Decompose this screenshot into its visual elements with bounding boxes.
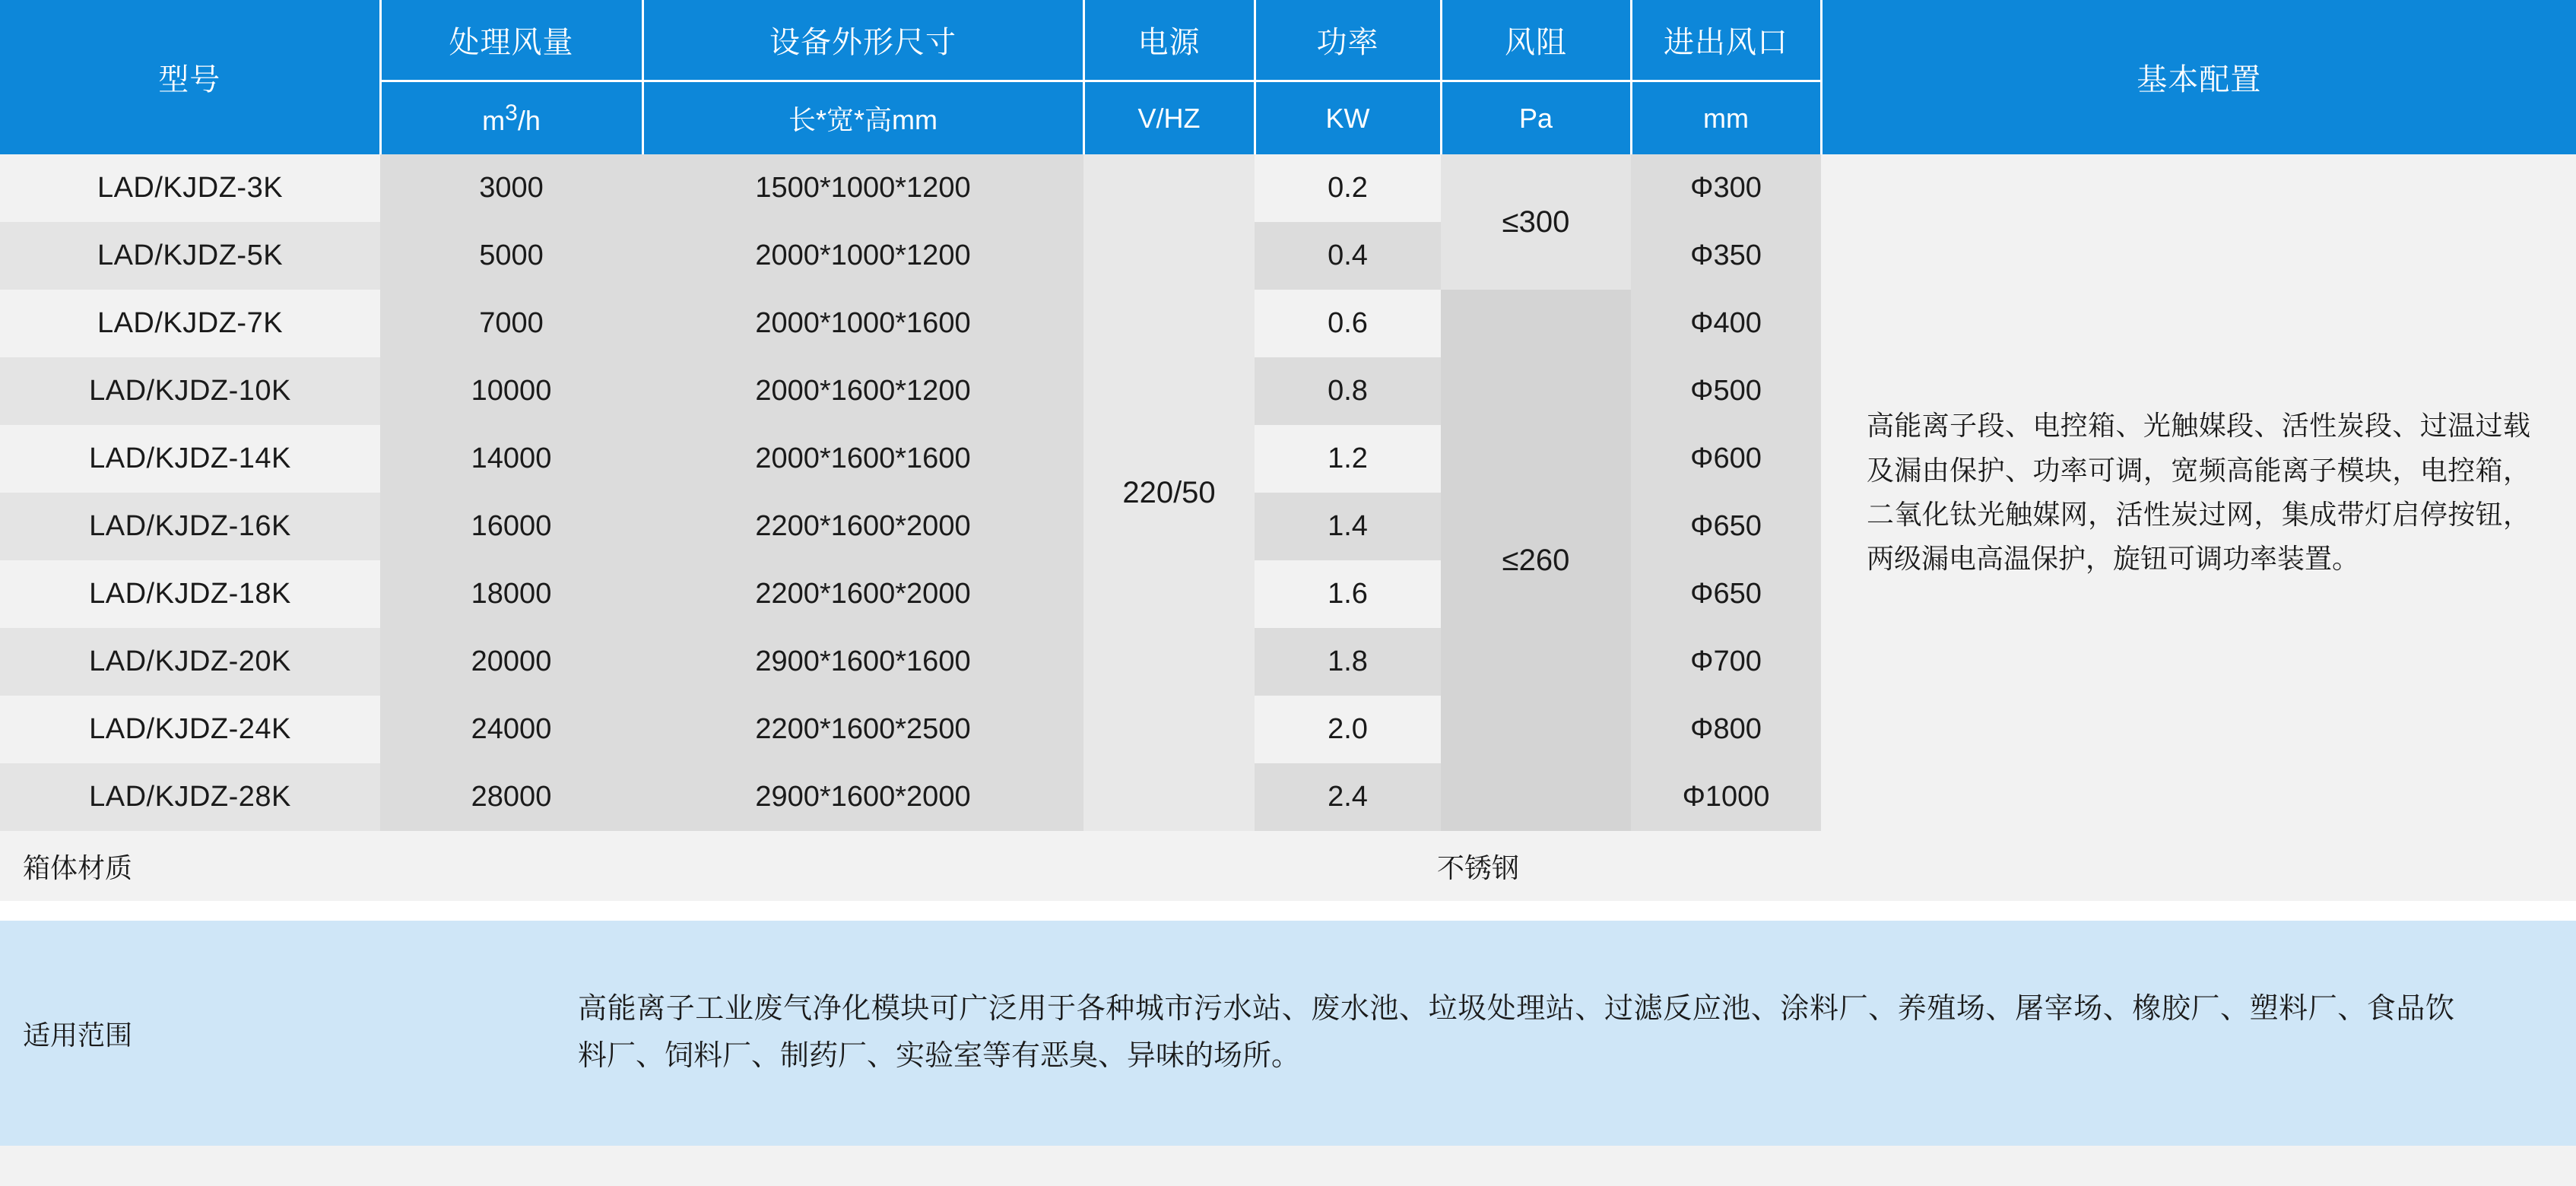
cell-ports: Φ800 [1631,696,1821,763]
cell-model: LAD/KJDZ-16K [0,493,380,560]
cell-power: 0.8 [1255,357,1441,425]
scope-label: 适用范围 [23,1019,133,1051]
cell-model: LAD/KJDZ-28K [0,763,380,831]
header-ports: 进出风口 [1631,0,1821,81]
cell-power: 0.4 [1255,222,1441,290]
cell-power: 1.2 [1255,425,1441,493]
cell-power: 1.6 [1255,560,1441,628]
cell-dimensions: 2900*1600*1600 [642,628,1083,696]
cell-model: LAD/KJDZ-18K [0,560,380,628]
cell-power: 0.2 [1255,154,1441,222]
cell-airflow: 16000 [380,493,642,560]
cell-model: LAD/KJDZ-14K [0,425,380,493]
header-resistance: 风阻 [1441,0,1631,81]
material-row [0,831,2576,901]
header-row-primary [0,0,2576,81]
cell-power: 1.4 [1255,493,1441,560]
cell-power: 0.6 [1255,290,1441,357]
cell-model: LAD/KJDZ-7K [0,290,380,357]
cell-power: 2.4 [1255,763,1441,831]
cell-resistance-merged-1: ≤300 [1441,154,1631,290]
unit-airflow-text: m [482,104,506,136]
cell-ports: Φ650 [1631,560,1821,628]
cell-airflow: 7000 [380,290,642,357]
unit-dimensions: 长*宽*高mm [642,81,1083,155]
unit-airflow [380,81,642,155]
cell-dimensions: 2000*1600*1600 [642,425,1083,493]
cell-ports: Φ1000 [1631,763,1821,831]
cell-model: LAD/KJDZ-10K [0,357,380,425]
cell-dimensions: 2000*1000*1200 [642,222,1083,290]
unit-airflow-suffix: /h [517,104,541,136]
cell-power-supply-merged: 220/50 [1083,154,1255,831]
unit-power: KW [1255,81,1441,155]
scope-text: 高能离子工业废气净化模块可广泛用于各种城市污水站、废水池、垃圾处理站、过滤反应池、涂料厂、养殖场、屠宰场、橡胶厂、塑料厂、食品饮料厂、饲料厂、制药厂、实验室等有恶臭、异味的场所。 [578,993,2454,1072]
cell-ports: Φ350 [1631,222,1821,290]
cell-airflow: 28000 [380,763,642,831]
table-header [0,0,2576,154]
cell-airflow: 14000 [380,425,642,493]
cell-configuration [1821,154,2576,831]
cell-airflow: 5000 [380,222,642,290]
header-airflow: 处理风量 [380,0,642,81]
cell-airflow: 24000 [380,696,642,763]
unit-resistance: Pa [1441,81,1631,155]
cell-model: LAD/KJDZ-3K [0,154,380,222]
cell-model: LAD/KJDZ-20K [0,628,380,696]
cell-dimensions: 2000*1600*1200 [642,357,1083,425]
material-label: 箱体材质 [0,831,380,901]
header-configuration: 基本配置 [1821,0,2576,154]
cell-airflow: 20000 [380,628,642,696]
cell-resistance-merged-2: ≤260 [1441,290,1631,831]
header-dimensions: 设备外形尺寸 [642,0,1083,81]
cell-ports: Φ600 [1631,425,1821,493]
cell-dimensions: 1500*1000*1200 [642,154,1083,222]
cell-airflow: 18000 [380,560,642,628]
cell-ports: Φ700 [1631,628,1821,696]
header-power: 功率 [1255,0,1441,81]
unit-power-supply: V/HZ [1083,81,1255,155]
cell-ports: Φ650 [1631,493,1821,560]
cell-dimensions: 2900*1600*2000 [642,763,1083,831]
header-power-supply: 电源 [1083,0,1255,81]
scope-section [0,901,2576,1146]
header-model: 型号 [0,0,380,154]
cell-dimensions: 2200*1600*2500 [642,696,1083,763]
cell-dimensions: 2200*1600*2000 [642,493,1083,560]
table-body [0,154,2576,901]
unit-airflow-exponent: 3 [505,100,518,125]
cell-ports: Φ400 [1631,290,1821,357]
unit-ports: mm [1631,81,1821,155]
cell-airflow: 3000 [380,154,642,222]
material-value: 不锈钢 [380,831,2576,901]
cell-ports: Φ500 [1631,357,1821,425]
cell-model: LAD/KJDZ-24K [0,696,380,763]
table-row [0,154,2576,222]
cell-dimensions: 2200*1600*2000 [642,560,1083,628]
cell-airflow: 10000 [380,357,642,425]
cell-power: 2.0 [1255,696,1441,763]
cell-ports: Φ300 [1631,154,1821,222]
cell-dimensions: 2000*1000*1600 [642,290,1083,357]
configuration-text: 高能离子段、电控箱、光触媒段、活性炭段、过温过载及漏由保护、功率可调，宽频高能离子模块，电控箱，二氧化钛光触媒网，活性炭过网，集成带灯启停按钮，两级漏电高温保护，旋钮可调功率装置。 [1867,410,2530,575]
cell-model: LAD/KJDZ-5K [0,222,380,290]
cell-power: 1.8 [1255,628,1441,696]
